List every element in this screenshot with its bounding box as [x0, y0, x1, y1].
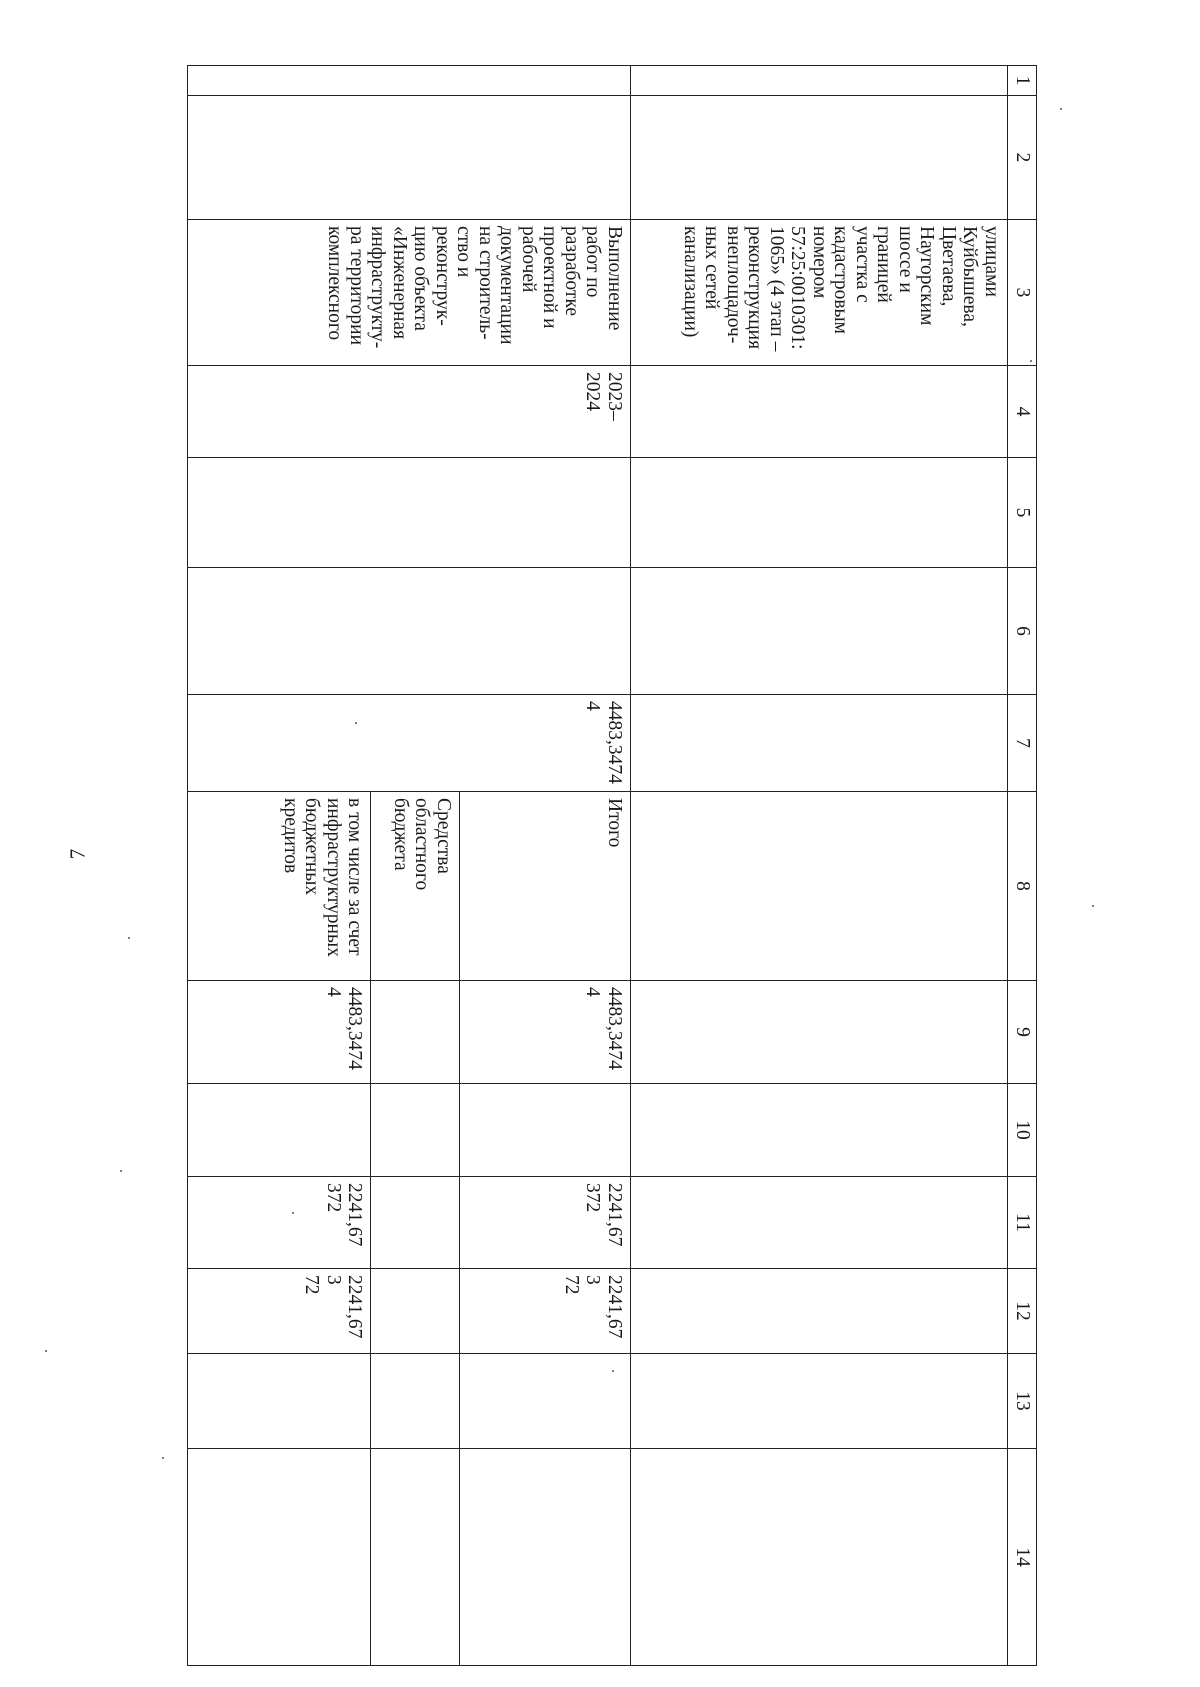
scan-speck — [612, 1370, 614, 1372]
table-cell — [630, 981, 1007, 1084]
table-cell — [630, 1269, 1007, 1354]
column-number: 10 — [1007, 1084, 1036, 1177]
table-cell — [371, 1269, 460, 1354]
table-cell — [630, 695, 1007, 792]
amount-cell: 4483,3474 4 — [188, 981, 371, 1084]
column-number: 7 — [1007, 695, 1036, 792]
table-cell — [630, 1177, 1007, 1269]
table-cell — [630, 1354, 1007, 1449]
amount-cell: 2241,673 72 — [188, 1269, 371, 1354]
work-description-cell: Выполнение работ по разработке проектной и рабочей документации на строитель- ство и реконструк- цию объекта «Инженерная инфраструкту- ра территории комплексного — [188, 220, 631, 366]
table-cell — [630, 792, 1007, 981]
scan-speck — [1030, 360, 1032, 362]
funding-source-label: в том числе за счет инфраструктурных бюджетных кредитов — [188, 792, 371, 981]
column-number: 6 — [1007, 568, 1036, 695]
column-number-row — [1007, 66, 1036, 1666]
amount-cell: 2241,67 372 — [188, 1177, 371, 1269]
total-cost-cell: 4483,34744 — [188, 695, 631, 792]
scan-speck — [128, 937, 130, 939]
table-cell — [630, 458, 1007, 568]
table-row — [459, 66, 630, 1666]
object-description-cell: улицами Куйбышева, Цветаева, Наугорским шоссе и границей участка с кадастровым номером 57:25:0010301: 1065» (4 этап – реконструкция внеплощадоч- ных сетей канализации) — [630, 220, 1007, 366]
table-cell — [371, 981, 460, 1084]
table-cell — [459, 1449, 630, 1666]
table-cell — [188, 458, 631, 568]
table-cell — [630, 1449, 1007, 1666]
column-number: 11 — [1007, 1177, 1036, 1269]
table-cell — [630, 66, 1007, 96]
table-cell — [630, 366, 1007, 458]
table-cell — [188, 568, 631, 695]
table-cell — [630, 96, 1007, 220]
column-number: 5 — [1007, 458, 1036, 568]
column-number: 13 — [1007, 1354, 1036, 1449]
period-cell: 2023– 2024 — [188, 366, 631, 458]
scan-speck — [120, 1170, 122, 1172]
scan-speck — [1060, 108, 1062, 110]
table-cell — [188, 96, 631, 220]
table-cell — [371, 1354, 460, 1449]
table-cell — [630, 568, 1007, 695]
table-cell — [371, 1084, 460, 1177]
table-cell — [371, 1177, 460, 1269]
table-row — [630, 66, 1007, 1666]
funding-source-label: Итого — [459, 792, 630, 981]
column-number: 14 — [1007, 1449, 1036, 1666]
amount-cell: 2241,673 72 — [459, 1269, 630, 1354]
scan-speck — [162, 1457, 164, 1459]
table-cell — [188, 1084, 371, 1177]
table-cell — [188, 1449, 371, 1666]
column-number: 3 — [1007, 220, 1036, 366]
table-cell — [630, 1084, 1007, 1177]
table-cell — [459, 1084, 630, 1177]
table-cell — [188, 66, 631, 96]
scan-speck — [355, 722, 357, 724]
rotated-table-container — [187, 65, 1037, 1665]
column-number: 9 — [1007, 981, 1036, 1084]
column-number: 1 — [1007, 66, 1036, 96]
budget-table — [187, 65, 1037, 1666]
column-number: 4 — [1007, 366, 1036, 458]
column-number: 2 — [1007, 96, 1036, 220]
amount-cell: 2241,67 372 — [459, 1177, 630, 1269]
scan-speck — [1092, 905, 1094, 907]
table-cell — [459, 1354, 630, 1449]
table-cell — [371, 1449, 460, 1666]
column-number: 12 — [1007, 1269, 1036, 1354]
column-number: 8 — [1007, 792, 1036, 981]
amount-cell: 4483,3474 4 — [459, 981, 630, 1084]
scan-speck — [45, 1350, 47, 1352]
scan-speck — [292, 1212, 294, 1214]
table-cell — [188, 1354, 371, 1449]
funding-source-label: Средства областного бюджета — [371, 792, 460, 981]
page-number: 7 — [65, 848, 90, 860]
